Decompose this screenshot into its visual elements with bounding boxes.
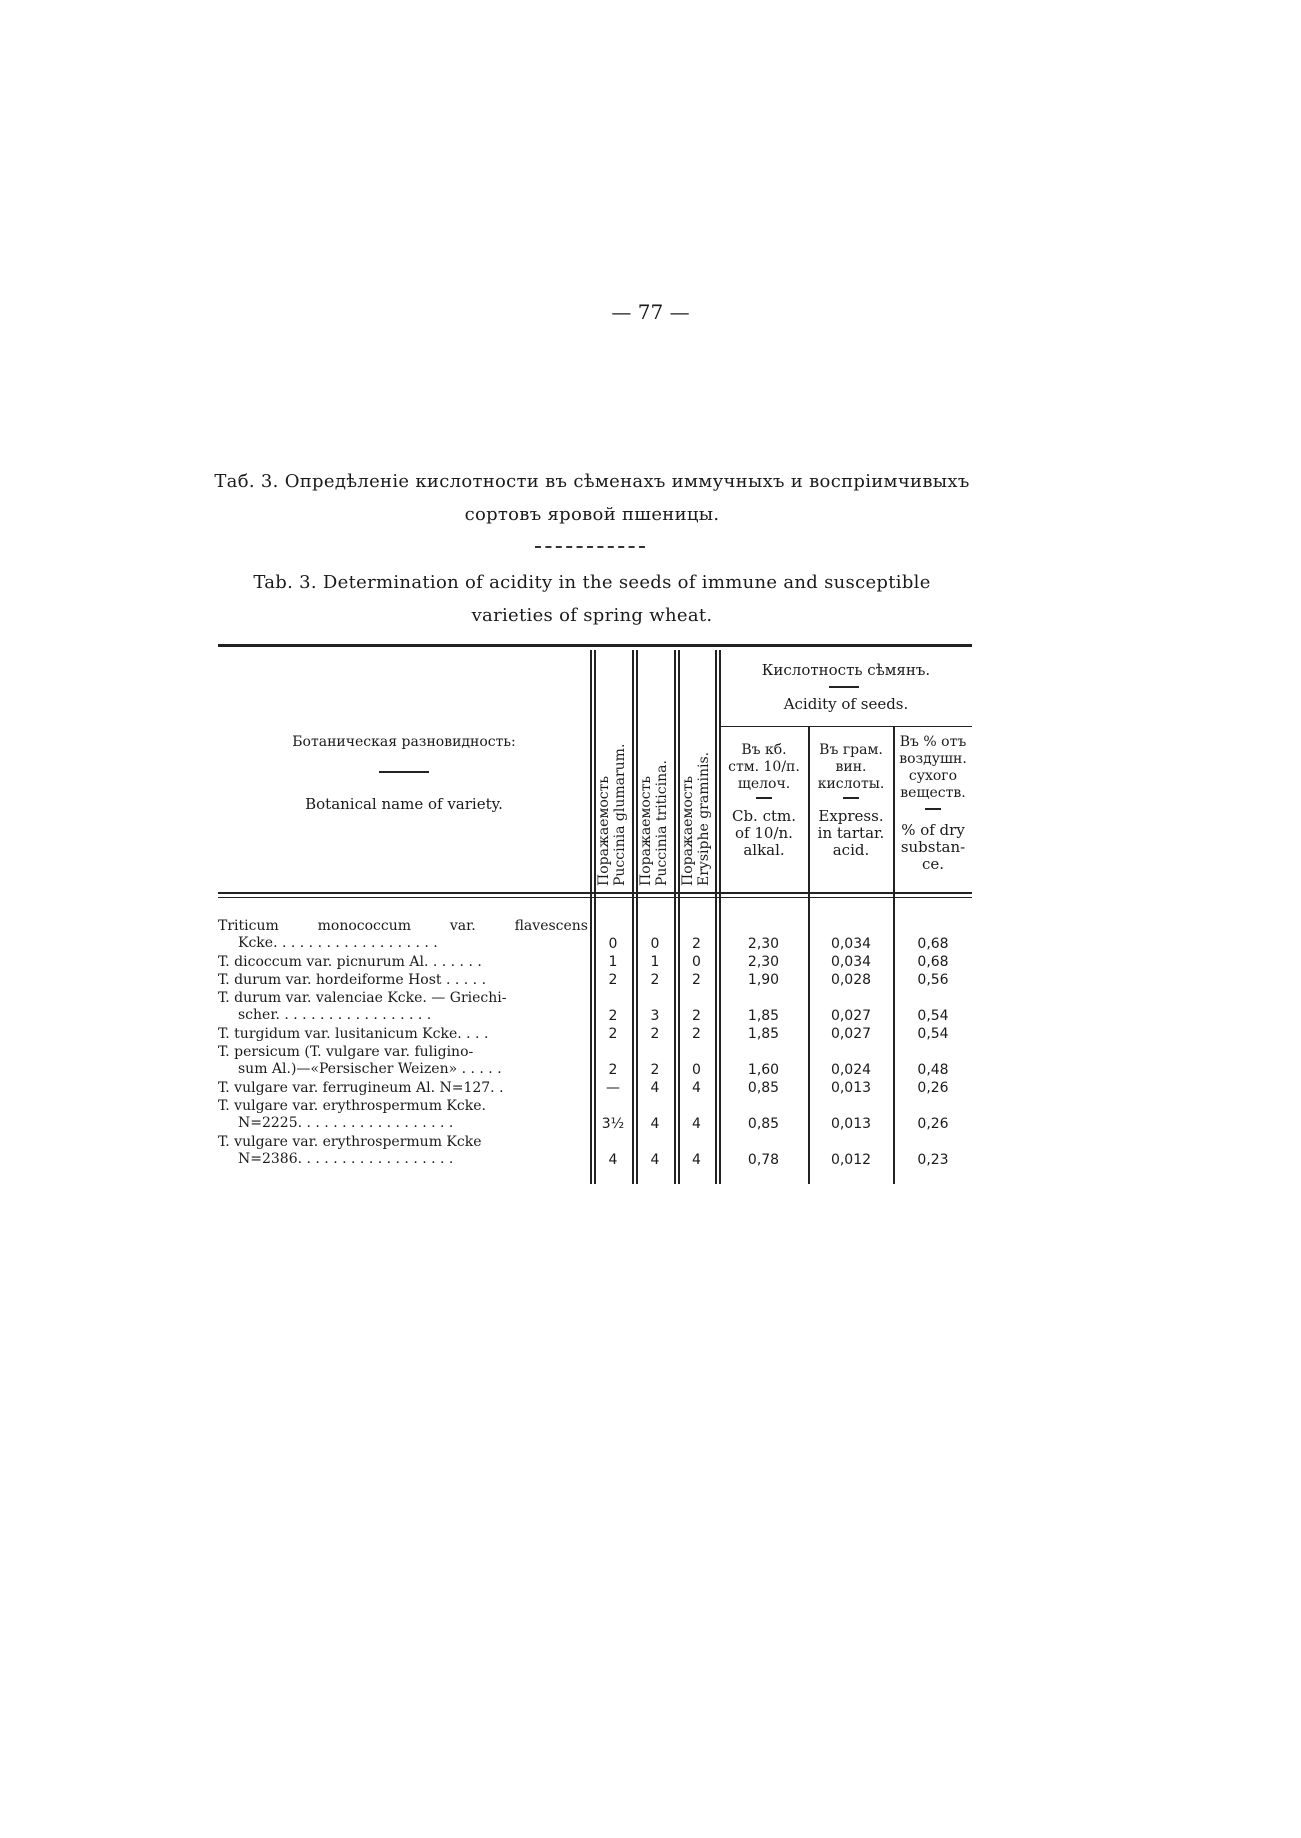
- col-rule-3: [674, 650, 676, 1184]
- row-6-v2: 0,024: [830, 1062, 872, 1078]
- row-3-v2: 0,028: [830, 972, 872, 988]
- row-6-v3: 0,48: [917, 1062, 949, 1078]
- row-1-v2: 0,034: [830, 936, 872, 952]
- row-1-name-l1: Triticum monococcum var. flavescens: [218, 918, 588, 934]
- row-8-name: [218, 1098, 588, 1132]
- header-name-ru: Ботаническая разновидность:: [292, 734, 516, 750]
- row-2-a: 1: [608, 954, 618, 970]
- acidity-title-ru: Кислотность сѣмянъ.: [761, 661, 931, 679]
- row-5-a: 2: [608, 1026, 618, 1042]
- row-1-c: 2: [692, 936, 701, 952]
- row-9-name: [218, 1134, 588, 1168]
- row-6-b: 2: [650, 1062, 660, 1078]
- row-3-c: 2: [692, 972, 701, 988]
- sub1-en-l1: Cb. ctm.: [731, 807, 797, 825]
- row-7-b: 4: [650, 1080, 660, 1096]
- sub3-ru-l3: сухого: [908, 768, 958, 784]
- sub3-divider: [925, 808, 941, 810]
- header-col-c-line1: Поражаемость: [680, 776, 696, 886]
- sub1-ru-l3: щелоч.: [737, 776, 791, 792]
- row-1-b: 0: [650, 936, 660, 952]
- header-col-c: [680, 688, 712, 886]
- row-8-c: 4: [692, 1116, 701, 1132]
- row-5-name: T. turgidum var. lusitanicum Kcke. . . .: [218, 1026, 489, 1042]
- header-col-b: [638, 688, 670, 886]
- header-col-a-line1: Поражаемость: [596, 776, 612, 886]
- row-9-v2: 0,012: [830, 1152, 872, 1168]
- row-4-v1: 1,85: [747, 1008, 780, 1024]
- col-rule-2: [632, 650, 634, 1184]
- sub1-en: [720, 808, 808, 859]
- row-2-c: 0: [692, 954, 701, 970]
- caption-english: Tab. 3. Determination of acidity in the seeds of immune and susceptible varieties of spring wheat.: [253, 572, 931, 626]
- row-7-v3: 0,26: [917, 1080, 949, 1096]
- sub1-divider: [756, 797, 772, 799]
- row-1-v1: 2,30: [747, 936, 780, 952]
- row-4-c: 2: [692, 1008, 701, 1024]
- row-6-name-l1: T. persicum (T. vulgare var. fuligino-: [218, 1044, 474, 1060]
- sub2-en-l1: Express.: [818, 807, 884, 825]
- sub3-ru-l4: веществ.: [900, 785, 966, 801]
- row-8-v3: 0,26: [917, 1116, 949, 1132]
- sub2-en-l2: in tartar.: [817, 824, 885, 842]
- acidity-group-rule: [720, 726, 972, 727]
- row-8-name-l1: T. vulgare var. erythrospermum Kcke.: [218, 1098, 486, 1114]
- row-1-v3: 0,68: [917, 936, 949, 952]
- row-8-v1: 0,85: [747, 1116, 780, 1132]
- header-col-b-line2: Puccinia triticina.: [654, 760, 670, 886]
- row-3-v1: 1,90: [747, 972, 780, 988]
- row-2-v3: 0,68: [917, 954, 949, 970]
- col-rule-4b: [719, 650, 721, 1184]
- row-9-b: 4: [650, 1152, 660, 1168]
- header-col-c-line2: Erysiphe graminis.: [696, 751, 712, 886]
- row-6-a: 2: [608, 1062, 618, 1078]
- row-9-a: 4: [608, 1152, 618, 1168]
- header-name-en: Botanical name of variety.: [305, 795, 503, 813]
- row-4-a: 2: [608, 1008, 618, 1024]
- row-1-name: [218, 918, 588, 952]
- caption-russian: Таб. 3. Опредѣленіе кислотности въ сѣменахъ иммучныхъ и воспріимчивыхъ сортовъ яровой пшеницы.: [214, 471, 970, 525]
- sub2-ru: [809, 742, 893, 793]
- row-9-name-l1: T. vulgare var. erythrospermum Kcke: [218, 1134, 482, 1150]
- sub3-ru: [894, 734, 972, 802]
- sub1-ru-l2: стм. 10/п.: [728, 759, 800, 775]
- acidity-title-divider: [829, 686, 859, 688]
- sub2-divider: [843, 797, 859, 799]
- sub3-en-l2: substan-: [900, 838, 966, 856]
- row-3-a: 2: [608, 972, 618, 988]
- sub3-ru-l2: воздушн.: [899, 751, 967, 767]
- header-col-a-line2: Puccinia glumarum.: [612, 743, 628, 886]
- page-number: — 77 —: [611, 300, 690, 324]
- sub3-en-l1: % of dry: [901, 821, 965, 839]
- sub1-en-l2: of 10/n.: [735, 824, 793, 842]
- row-6-c: 0: [692, 1062, 701, 1078]
- row-6-name: [218, 1044, 588, 1078]
- row-1-name-l2: Kcke. . . . . . . . . . . . . . . . . . .: [238, 935, 438, 951]
- sub2-en: [809, 808, 893, 859]
- table-top-rule: [218, 644, 972, 647]
- row-7-c: 4: [692, 1080, 701, 1096]
- row-4-name: [218, 990, 588, 1024]
- acidity-title-en: Acidity of seeds.: [783, 695, 909, 713]
- row-4-name-l2: scher. . . . . . . . . . . . . . . . . .: [238, 1007, 432, 1023]
- row-7-a: —: [606, 1080, 620, 1096]
- sub1-ru: [720, 742, 808, 793]
- row-3-name: T. durum var. hordeiforme Host . . . . .: [218, 972, 487, 988]
- header-col-a: [596, 688, 628, 886]
- row-7-v1: 0,85: [747, 1080, 780, 1096]
- row-2-v1: 2,30: [747, 954, 780, 970]
- sub3-ru-l1: Въ % отъ: [899, 734, 967, 750]
- acidity-table: [218, 644, 972, 1184]
- col-rule-4: [715, 650, 717, 1184]
- header-name-divider: [379, 771, 429, 773]
- row-7-name: T. vulgare var. ferrugineum Al. N=127. .: [218, 1080, 504, 1096]
- row-4-b: 3: [650, 1008, 660, 1024]
- row-5-v2: 0,027: [830, 1026, 872, 1042]
- row-4-v2: 0,027: [830, 1008, 872, 1024]
- sub3-en: [894, 822, 972, 873]
- row-9-name-l2: N=2386. . . . . . . . . . . . . . . . . .: [238, 1151, 454, 1167]
- row-3-b: 2: [650, 972, 660, 988]
- col-rule-1: [590, 650, 592, 1184]
- header-col-b-line1: Поражаемость: [638, 776, 654, 886]
- sub1-ru-l1: Въ кб.: [741, 742, 787, 758]
- row-2-v2: 0,034: [830, 954, 872, 970]
- row-2-name: T. dicoccum var. picnurum Al. . . . . . .: [218, 954, 482, 970]
- row-8-v2: 0,013: [830, 1116, 872, 1132]
- row-5-b: 2: [650, 1026, 660, 1042]
- row-6-v1: 1,60: [747, 1062, 780, 1078]
- row-8-name-l2: N=2225. . . . . . . . . . . . . . . . . .: [238, 1115, 454, 1131]
- sub2-en-l3: acid.: [832, 841, 870, 859]
- row-9-v3: 0,23: [917, 1152, 949, 1168]
- row-6-name-l2: sum Al.)—«Persischer Weizen» . . . . .: [238, 1061, 502, 1077]
- row-5-v3: 0,54: [917, 1026, 949, 1042]
- row-4-name-l1: T. durum var. valenciae Kcke. — Griechi-: [218, 990, 507, 1006]
- row-9-c: 4: [692, 1152, 701, 1168]
- row-9-v1: 0,78: [747, 1152, 780, 1168]
- sub2-ru-l3: кислоты.: [817, 776, 885, 792]
- caption-divider: [535, 546, 645, 548]
- row-1-a: 0: [608, 936, 618, 952]
- row-5-v1: 1,85: [747, 1026, 780, 1042]
- row-3-v3: 0,56: [917, 972, 949, 988]
- row-4-v3: 0,54: [917, 1008, 949, 1024]
- row-8-a: 3½: [601, 1116, 625, 1132]
- sub2-ru-l1: Въ грам.: [819, 742, 883, 758]
- row-5-c: 2: [692, 1026, 701, 1042]
- row-2-b: 1: [650, 954, 660, 970]
- row-8-b: 4: [650, 1116, 660, 1132]
- row-7-v2: 0,013: [830, 1080, 872, 1096]
- sub1-en-l3: alkal.: [743, 841, 785, 859]
- sub3-en-l3: ce.: [921, 855, 945, 873]
- sub2-ru-l2: вин.: [835, 759, 867, 775]
